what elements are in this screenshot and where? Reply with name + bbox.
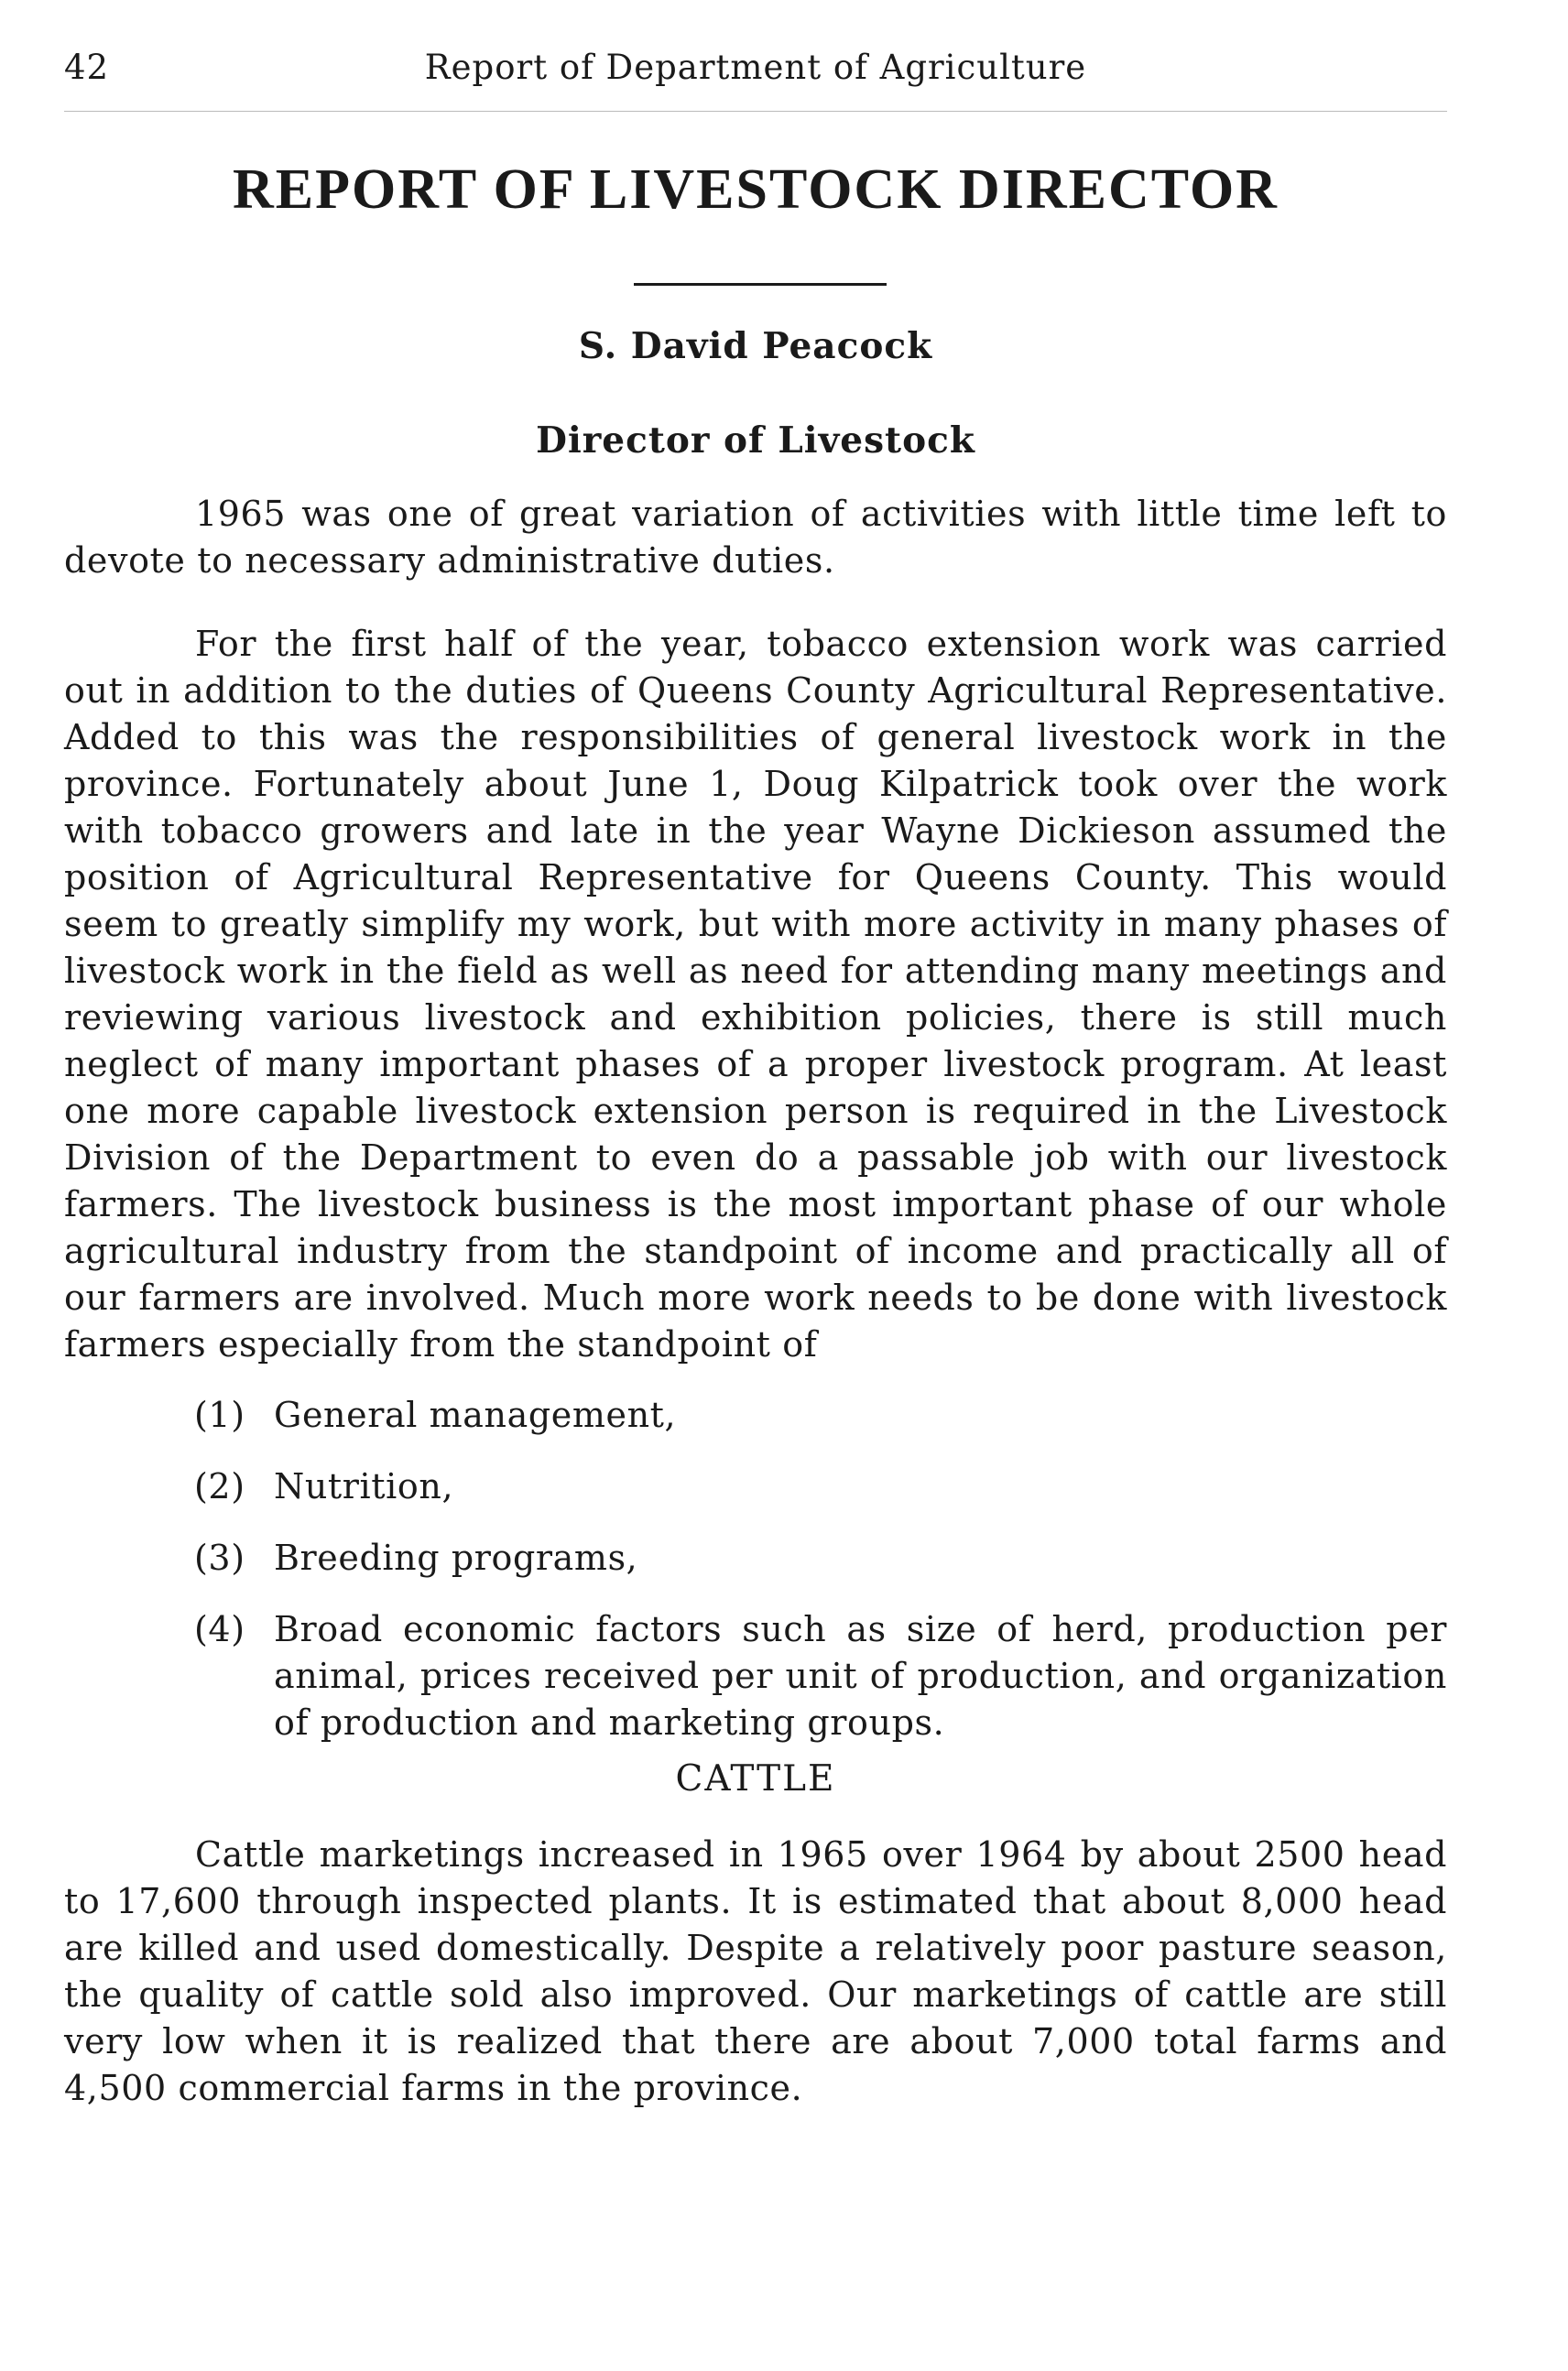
- cattle-heading: CATTLE: [675, 1758, 836, 1800]
- list-item-number: (1): [194, 1395, 245, 1435]
- list-item: [194, 1535, 1447, 1582]
- author-role: Director of Livestock: [536, 419, 975, 462]
- list-item-text: Breeding programs,: [274, 1538, 638, 1578]
- list-item: [194, 1606, 1447, 1746]
- report-title: REPORT OF LIVESTOCK DIRECTOR: [233, 158, 1279, 221]
- list-item: [194, 1392, 1447, 1439]
- overview-paragraph: For the first half of the year, tobacco extension work was carried out in addition to the duties of Queens County Agricultural Representative. Added to this was the responsibilities of general livestock work in the province. Fortunately about June 1, Doug Kilpatrick took over the work with tobacco growers and late in the year Wayne Dickieson assumed the position of Agricultural Representative for Queens County. This would seem to greatly simplify my work, but with more activity in many phases of livestock work in the field as well as need for attending many meetings and reviewing various livestock and exhibition policies, there is still much neglect of many important phases of a proper livestock program. At least one more capable livestock extension person is required in the Livestock Division of the Department to even do a passable job with our livestock farmers. The livestock business is the most important phase of our whole agricultural industry from the standpoint of income and practically all of our farmers are involved. Much more work needs to be done with livestock farmers especially from the standpoint of: [64, 624, 1447, 1365]
- title-divider: [634, 283, 887, 286]
- running-header: [64, 48, 1447, 103]
- page-number: 42: [64, 48, 110, 87]
- focus-areas-list: [194, 1392, 1447, 1771]
- overview-paragraph-block: [64, 621, 1447, 1368]
- list-item-number: (2): [194, 1466, 245, 1506]
- cattle-paragraph-block: [64, 1832, 1447, 2112]
- list-item-number: (4): [194, 1609, 245, 1649]
- list-item-text: General management,: [274, 1395, 677, 1435]
- list-item-text: Broad economic factors such as size of herd, production per animal, prices received per unit of production, and organization of production and marketing groups.: [274, 1609, 1447, 1743]
- list-item: [194, 1463, 1447, 1510]
- author-name: S. David Peacock: [578, 325, 933, 367]
- list-item-text: Nutrition,: [274, 1466, 454, 1506]
- header-divider: [64, 111, 1447, 112]
- cattle-paragraph: Cattle marketings increased in 1965 over 1964 by about 2500 head to 17,600 through inspected plants. It is estimated that about 8,000 head are killed and used domestically. Despite a relatively poor pasture season, the quality of cattle sold also improved. Our marketings of cattle are still very low when it is realized that there are about 7,000 total farms and 4,500 commercial farms in the province.: [64, 1834, 1447, 2108]
- running-title: Report of Department of Agriculture: [424, 48, 1087, 87]
- intro-paragraph: 1965 was one of great variation of activities with little time left to devote to necessary administrative duties.: [64, 494, 1447, 581]
- intro-paragraph-block: [64, 491, 1447, 584]
- list-item-number: (3): [194, 1538, 245, 1578]
